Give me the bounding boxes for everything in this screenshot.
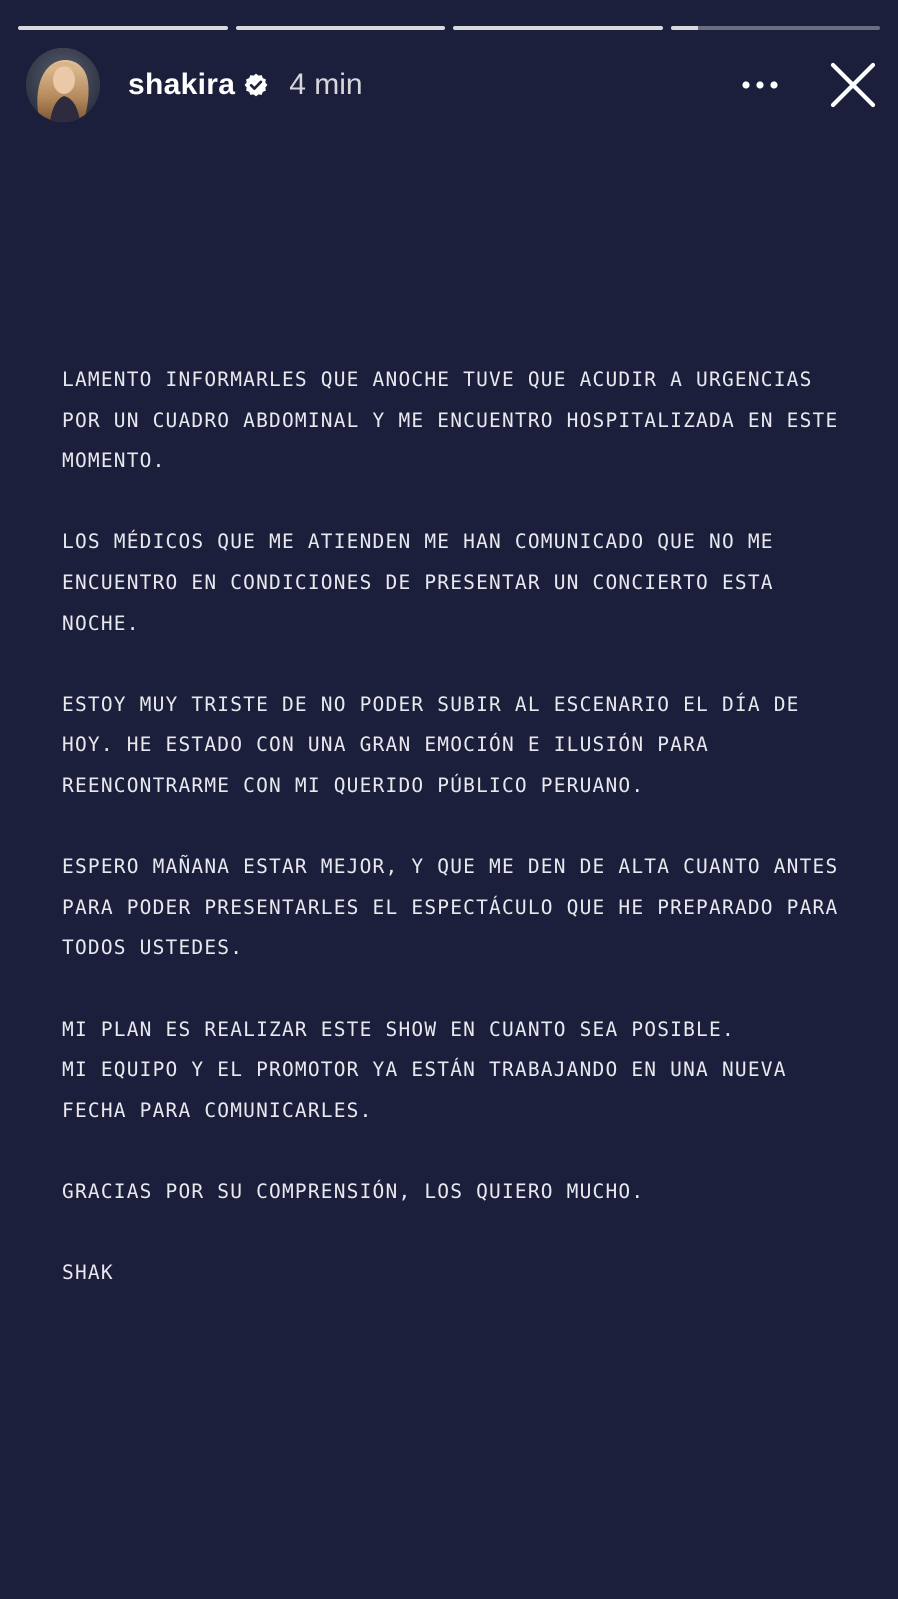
message-line: FECHA PARA COMUNICARLES. [62,1098,373,1122]
message-line: TODOS USTEDES. [62,936,244,960]
more-horizontal-icon [740,79,780,91]
message-line: NOCHE. [62,611,140,635]
message-line: MOMENTO. [62,449,166,473]
message-paragraph [62,360,862,482]
message-paragraph [62,847,862,969]
verified-badge-icon [243,72,269,98]
message-line: ESTOY MUY TRISTE DE NO PODER SUBIR AL ESCENARIO EL DÍA DE [62,692,800,716]
message-paragraph [62,522,862,644]
progress-fill [18,26,228,30]
message-line: REENCONTRARME CON MI QUERIDO PÚBLICO PERUANO. [62,773,645,797]
message-line: ESPERO MAÑANA ESTAR MEJOR, Y QUE ME DEN DE ALTA CUANTO ANTES [62,855,839,879]
avatar[interactable] [26,48,100,122]
message-paragraph [62,1010,862,1132]
story-header [26,48,876,122]
post-time: 4 min [289,68,363,101]
story-message [62,360,862,1294]
username[interactable]: shakira [128,68,236,101]
avatar-image [26,48,100,122]
message-line: PARA PODER PRESENTARLES EL ESPECTÁCULO QUE HE PREPARADO PARA [62,895,839,919]
story-progress-bar [18,26,880,31]
message-paragraph [62,1172,862,1213]
message-line: HOY. HE ESTADO CON UNA GRAN EMOCIÓN E ILUSIÓN PARA [62,733,709,757]
message-line: MI PLAN ES REALIZAR ESTE SHOW EN CUANTO SEA POSIBLE. [62,1017,735,1041]
progress-fill [671,26,698,30]
progress-segment [18,26,228,30]
message-line: SHAK [62,1261,114,1285]
message-line: MI EQUIPO Y EL PROMOTOR YA ESTÁN TRABAJANDO EN UNA NUEVA [62,1058,787,1082]
progress-fill [236,26,446,30]
progress-segment [236,26,446,30]
message-line: GRACIAS POR SU COMPRENSIÓN, LOS QUIERO MUCHO. [62,1179,645,1203]
message-line: POR UN CUADRO ABDOMINAL Y ME ENCUENTRO HOSPITALIZADA EN ESTE [62,408,839,432]
progress-segment [453,26,663,30]
more-options-button[interactable] [738,68,782,102]
progress-segment [671,26,881,30]
message-paragraph [62,685,862,807]
message-line: ENCUENTRO EN CONDICIONES DE PRESENTAR UN CONCIERTO ESTA [62,570,774,594]
message-paragraph [62,1253,862,1294]
close-button[interactable] [826,58,880,112]
close-icon [826,58,880,112]
progress-fill [453,26,663,30]
message-line: LOS MÉDICOS QUE ME ATIENDEN ME HAN COMUNICADO QUE NO ME [62,530,774,554]
message-line: LAMENTO INFORMARLES QUE ANOCHE TUVE QUE ACUDIR A URGENCIAS [62,368,813,391]
